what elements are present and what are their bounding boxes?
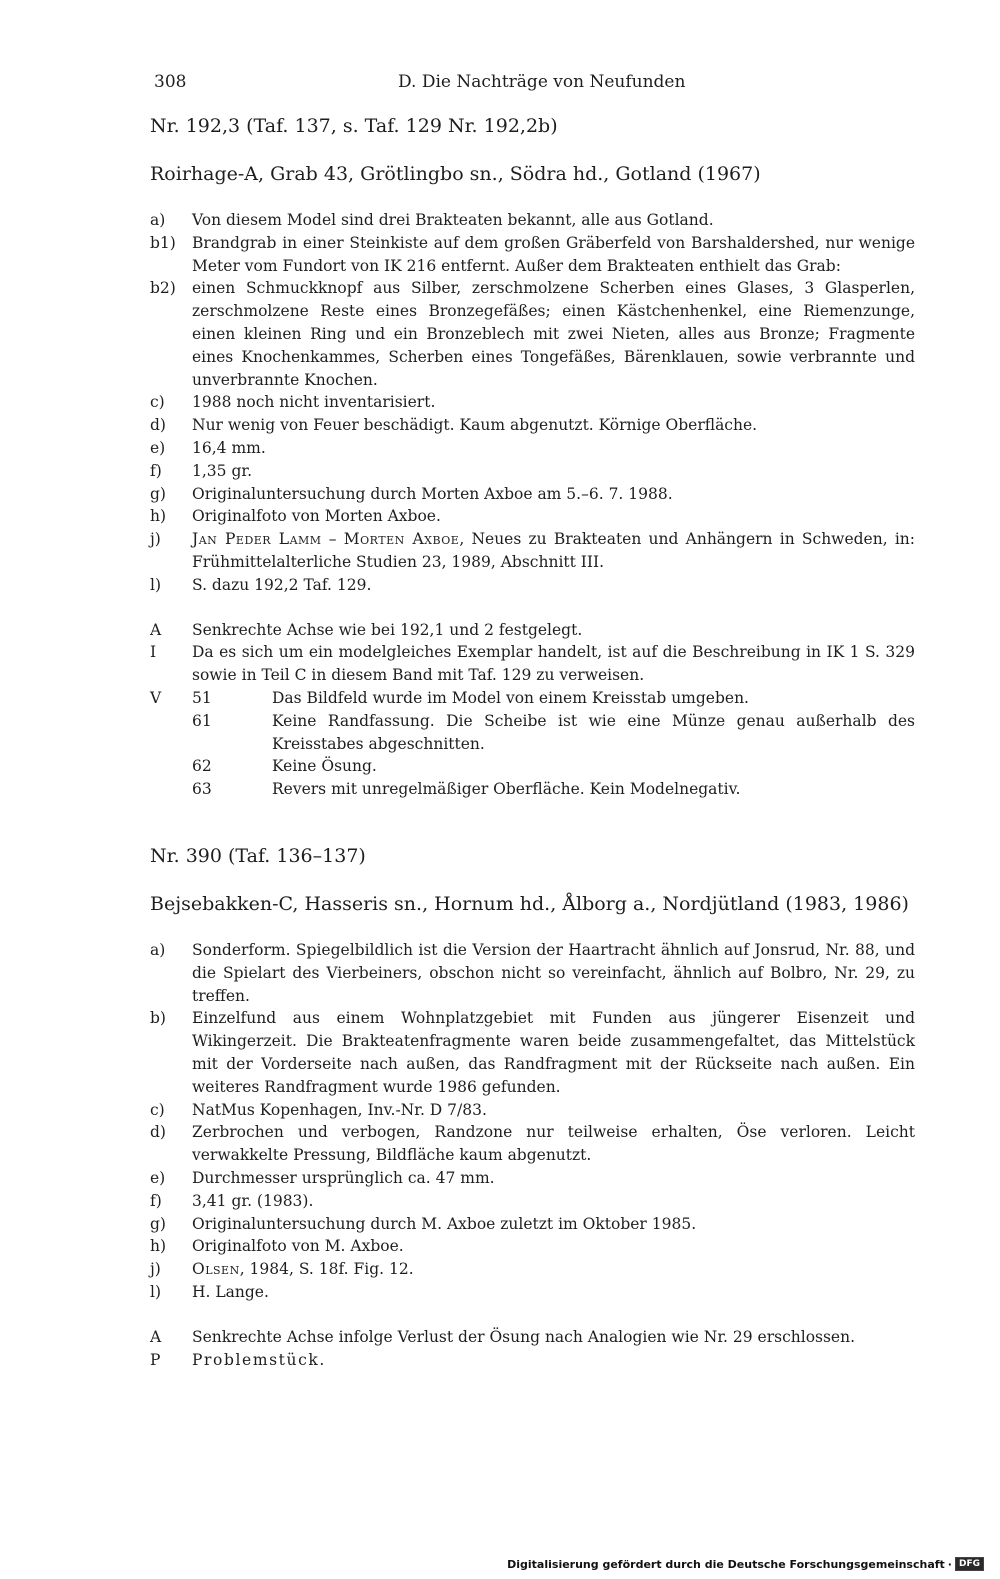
site-heading: Bejsebakken-C, Hasseris sn., Hornum hd., Ålborg a., Nordjütland (1983, 1986) [150,893,909,915]
subitem-number: 51 [192,688,212,707]
field-label: b2) [150,279,176,298]
field-text: 16,4 mm. [192,438,266,457]
field-e [150,1167,915,1190]
author-name: Jan Peder Lamm [192,530,322,549]
field-text: Originaluntersuchung durch Morten Axboe am 5.–6. 7. 1988. [192,484,673,503]
field-label: d) [150,416,166,435]
field-label: f) [150,461,162,480]
field-label: e) [150,1168,166,1187]
field-text: 3,41 gr. (1983). [192,1191,314,1210]
field-text: Originalfoto von M. Axboe. [192,1237,404,1256]
field-label: a) [150,941,166,959]
field-a [150,939,915,1007]
entry-fields [150,209,915,801]
field-h [150,505,915,528]
field-a [150,209,915,232]
field-j [150,1258,915,1281]
reference-text: , 1984, S. 18f. Fig. 12. [239,1260,414,1279]
subitem-62 [192,755,915,778]
field-d [150,414,915,437]
field-label: c) [150,393,165,412]
field-text [192,528,915,574]
spacer [150,1304,915,1326]
field-text: Da es sich um ein modelgleiches Exemplar handelt, ist auf die Beschreibung in IK 1 S. 329 sowie in Teil C in diesem Band mit Taf. 129 zu verweisen. [192,643,915,685]
subitem-63 [192,778,915,801]
field-text: Nur wenig von Feuer beschädigt. Kaum abgenutzt. Körnige Oberfläche. [192,416,758,435]
field-d [150,1121,915,1167]
field-b2 [150,277,915,391]
spacer [150,597,915,619]
field-text: 1,35 gr. [192,461,252,480]
field-c [150,391,915,414]
field-label: g) [150,1214,166,1233]
field-V [150,687,915,801]
field-label: d) [150,1123,166,1142]
author-name: Morten Axboe [343,530,460,549]
dfg-logo-icon: DFG [955,1557,984,1571]
field-b1 [150,232,915,278]
field-j [150,528,915,574]
field-label: l) [150,1282,162,1301]
field-label: h) [150,507,167,526]
field-e [150,437,915,460]
field-label: a) [150,211,166,229]
field-b [150,1007,915,1098]
field-c [150,1099,915,1122]
catalog-entry-192-3 [150,114,915,801]
field-label: h) [150,1237,167,1256]
field-text: Von diesem Model sind drei Brakteaten bekannt, alle aus Gotland. [192,211,714,229]
field-text: Brandgrab in einer Steinkiste auf dem großen Gräberfeld von Barshaldershed, nur wenige Meter vom Fundort von IK 216 entfernt. Außer dem Brakteaten enthielt das Grab: [192,233,915,275]
subitem-text: Das Bildfeld wurde im Model von einem Kreisstab umgeben. [272,688,749,707]
field-text: Originalfoto von Morten Axboe. [192,507,441,526]
entry-number: Nr. 390 (Taf. 136–137) [150,845,366,867]
field-l [150,574,915,597]
field-label: P [150,1350,161,1369]
field-text: Zerbrochen und verbogen, Randzone nur teilweise erhalten, Öse verloren. Leicht verwakkelte Pressung, Bildfläche kaum abgenutzt. [192,1123,915,1165]
catalog-entry-390 [150,844,915,1371]
field-label: g) [150,484,166,503]
field-label: f) [150,1191,162,1210]
reference-text: , Neues zu Brakteaten und Anhängern in Schweden, in: Frühmittelalterliche Studien 23, 1989, Abschnitt III. [192,530,915,571]
field-text: Einzelfund aus einem Wohnplatzgebiet mit Funden aus jüngerer Eisenzeit und Wikingerzeit. Die Brakteatenfragmente waren beide zusammengefaltet, das Mittelstück mit der Vorderseite nach außen, das Randfragment mit der Rückseite nach außen. Ein weiteres Randfragment wurde 1986 gefunden. [192,1009,915,1096]
field-text: S. dazu 192,2 Taf. 129. [192,575,372,594]
field-text: Durchmesser ursprünglich ca. 47 mm. [192,1168,495,1187]
field-label: A [150,1327,162,1346]
page-number: 308 [154,72,187,92]
field-text: NatMus Kopenhagen, Inv.-Nr. D 7/83. [192,1100,487,1119]
field-text: Sonderform. Spiegelbildlich ist die Version der Haartracht ähnlich auf Jonsrud, Nr. 88, und die Spielart des Vierbeiners, obschon nicht so vereinfacht, ähnlich auf Bolbro, Nr. 29, zu treffen. [192,941,915,1005]
running-title: D. Die Nachträge von Neufunden [398,72,686,92]
field-label: b1) [150,233,176,252]
field-text: einen Schmuckknopf aus Silber, zerschmolzene Scherben eines Glases, 3 Glasperlen, zerschmolzene Reste eines Bronzegefäßes; einen Kästchenhenkel, eine Riemenzunge, einen kleinen Ring und ein Bronzeblech mit zwei Nieten, alles aus Bronze; Fragmente eines Knochenkammes, Scherben eines Tongefäßes, Bärenklauen, sowie verbrannte und unverbrannte Knochen. [192,279,915,389]
field-text: Originaluntersuchung durch M. Axboe zuletzt im Oktober 1985. [192,1214,697,1233]
author-name: Olsen [192,1260,240,1279]
subitem-number: 63 [192,780,212,799]
field-g [150,483,915,506]
entry-number: Nr. 192,3 (Taf. 137, s. Taf. 129 Nr. 192,2b) [150,115,558,137]
entry-fields [150,939,915,1371]
field-label: I [150,643,157,662]
field-f [150,460,915,483]
subitem-text: Keine Randfassung. Die Scheibe ist wie eine Münze genau außerhalb des Kreisstabes abgeschnitten. [272,711,915,753]
site-heading: Roirhage-A, Grab 43, Grötlingbo sn., Södra hd., Gotland (1967) [150,163,761,185]
footer-text: Digitalisierung gefördert durch die Deutsche Forschungsgemeinschaft [507,1557,945,1571]
field-A [150,619,915,642]
subitem-text: Revers mit unregelmäßiger Oberfläche. Kein Modelnegativ. [272,780,741,799]
field-label: V [150,688,162,707]
field-label: j) [150,530,161,549]
subitem-number: 61 [192,711,212,730]
dfg-footer [507,1557,984,1571]
author-separator: – [321,530,344,549]
field-label: l) [150,575,162,594]
field-A [150,1326,915,1349]
field-label: e) [150,438,166,457]
field-text: H. Lange. [192,1282,269,1301]
running-header [154,72,914,98]
subitem-text: Keine Ösung. [272,757,377,776]
field-V-subitems [192,687,915,801]
field-l [150,1281,915,1304]
field-I [150,641,915,687]
subitem-51 [192,687,915,710]
field-P [150,1349,915,1372]
field-text: 1988 noch nicht inventarisiert. [192,393,436,412]
footer-dot: · [947,1557,952,1571]
field-text [192,1258,915,1281]
field-label: A [150,620,162,639]
field-g [150,1213,915,1236]
field-label: c) [150,1100,165,1119]
field-text: Senkrechte Achse wie bei 192,1 und 2 festgelegt. [192,620,583,639]
field-h [150,1235,915,1258]
subitem-61 [192,710,915,756]
field-label: b) [150,1009,166,1028]
subitem-number: 62 [192,757,212,776]
field-text: Problemstück. [192,1350,326,1369]
field-f [150,1190,915,1213]
field-label: j) [150,1260,161,1279]
field-text: Senkrechte Achse infolge Verlust der Ösung nach Analogien wie Nr. 29 erschlossen. [192,1327,856,1346]
